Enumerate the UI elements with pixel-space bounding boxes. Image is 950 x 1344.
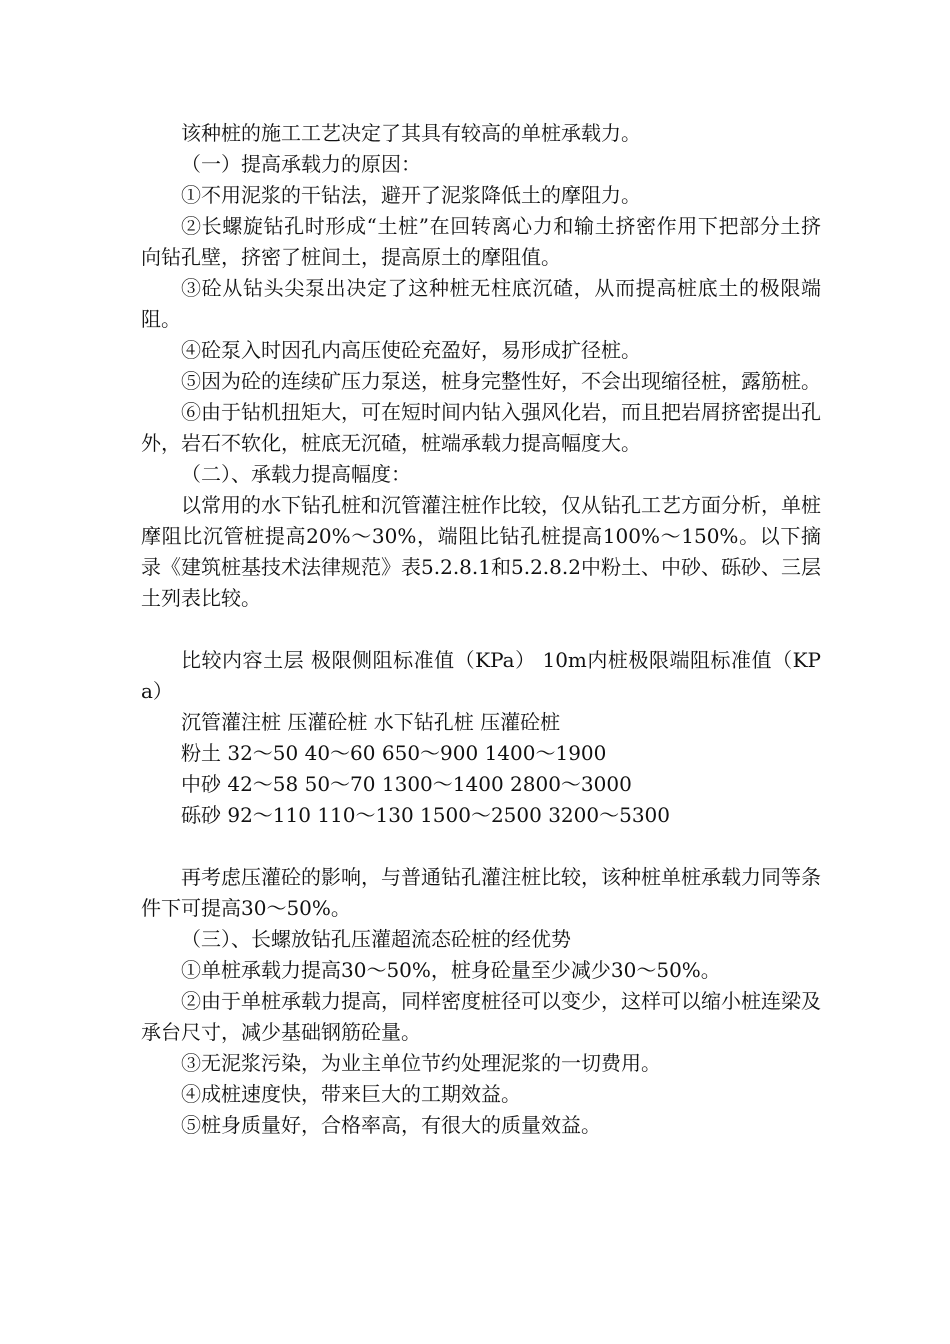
list-item: ⑥由于钻机扭矩大，可在短时间内钻入强风化岩，而且把岩屑挤密提出孔外，岩石不软化，桩底无沉碴，桩端承载力提高幅度大。 xyxy=(141,400,821,455)
table-subheader-row: 沉管灌注桩 压灌砼桩 水下钻孔桩 压灌砼桩 xyxy=(181,710,561,734)
list-item: ⑤桩身质量好，合格率高，有很大的质量效益。 xyxy=(181,1113,601,1137)
table-header-row: 比较内容土层 极限侧阻标准值（KPa） 10m内桩极限端阻标准值（KPa） xyxy=(141,648,821,703)
list-item: ①不用泥浆的干钻法，避开了泥浆降低土的摩阻力。 xyxy=(181,183,641,207)
list-item: ③砼从钻头尖泵出决定了这种桩无柱底沉碴，从而提高桩底土的极限端阻。 xyxy=(141,276,821,331)
paragraph-comparison: 以常用的水下钻孔桩和沉管灌注桩作比较，仅从钻孔工艺方面分析，单桩摩阻比沉管桩提高20%～30%，端阻比钻孔桩提高100%～150%。以下摘录《建筑桩基技术法律规范》表5.2.8.1和5.2.8.2中粉土、中砂、砾砂、三层土列表比较。 xyxy=(141,493,821,610)
table-row: 粉土 32～50 40～60 650～900 1400～1900 xyxy=(181,741,607,765)
list-item: ④成桩速度快，带来巨大的工期效益。 xyxy=(181,1082,521,1106)
list-item: ④砼泵入时因孔内高压使砼充盈好，易形成扩径桩。 xyxy=(181,338,641,362)
list-item: ②由于单桩承载力提高，同样密度桩径可以变少，这样可以缩小桩连梁及承台尺寸，减少基础钢筋砼量。 xyxy=(141,989,821,1044)
blank-line xyxy=(141,831,821,862)
blank-line xyxy=(141,614,821,645)
list-item: ⑤因为砼的连续矿压力泵送，桩身完整性好，不会出现缩径桩，露筋桩。 xyxy=(181,369,821,393)
section-heading-3: （三）、长螺放钻孔压灌超流态砼桩的经优势 xyxy=(181,927,571,951)
list-item: ②长螺旋钻孔时形成“土桩”在回转离心力和输土挤密作用下把部分土挤向钻孔壁，挤密了桩间土，提高原土的摩阻值。 xyxy=(141,214,821,269)
document-body xyxy=(141,118,821,1141)
paragraph-intro: 该种桩的施工工艺决定了其具有较高的单桩承载力。 xyxy=(181,121,641,145)
list-item: ①单桩承载力提高30～50%，桩身砼量至少减少30～50%。 xyxy=(181,958,721,982)
list-item: ③无泥浆污染，为业主单位节约处理泥浆的一切费用。 xyxy=(181,1051,661,1075)
table-row: 砾砂 92～110 110～130 1500～2500 3200～5300 xyxy=(181,803,670,827)
section-heading-2: （二）、承载力提高幅度： xyxy=(181,462,411,486)
table-row: 中砂 42～58 50～70 1300～1400 2800～3000 xyxy=(181,772,632,796)
paragraph-conclusion: 再考虑压灌砼的影响，与普通钻孔灌注桩比较，该种桩单桩承载力同等条件下可提高30～50%。 xyxy=(141,865,821,920)
section-heading-1: （一）提高承载力的原因： xyxy=(181,152,421,176)
